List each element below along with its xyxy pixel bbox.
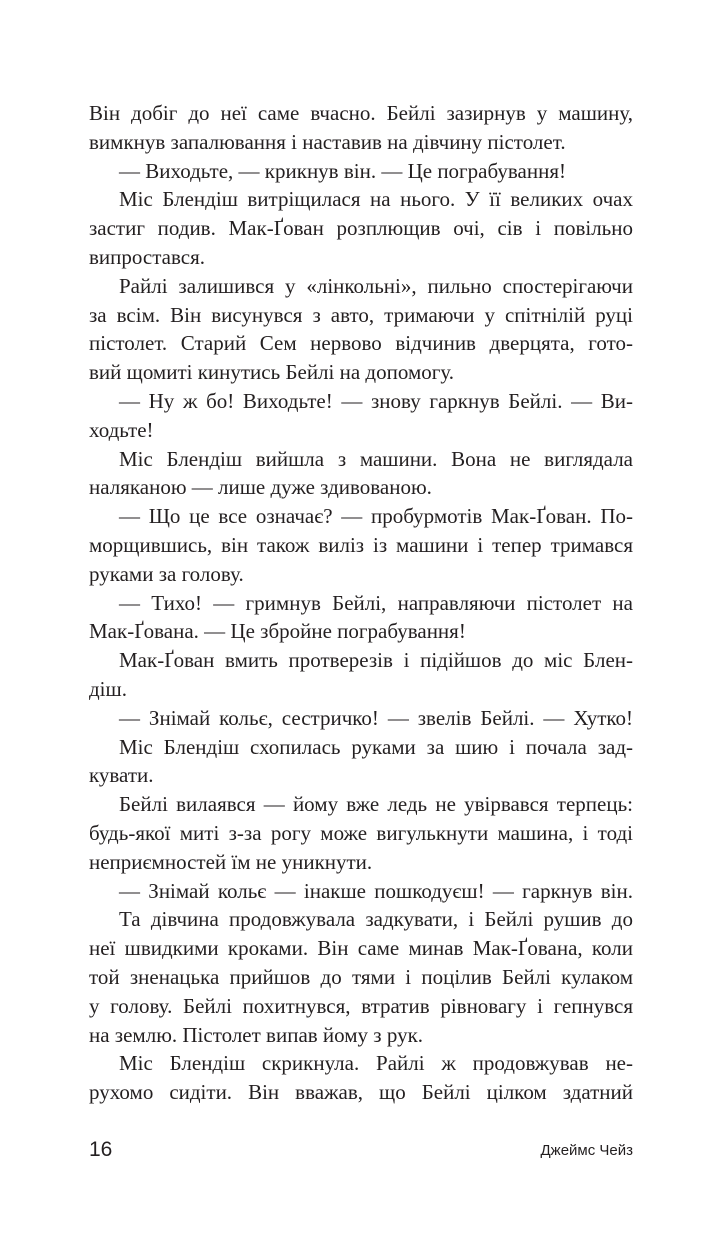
- text-line: Мак-Ґован вмить протверезів і підійшов до міс Блен-: [119, 648, 633, 673]
- text-line: Та дівчина продовжувала задкувати, і Бейлі рушив до: [119, 907, 633, 932]
- text-line: руками за голову.: [89, 561, 244, 586]
- text-line: — Тихо! — гримнув Бейлі, направляючи пістолет на: [119, 590, 633, 615]
- text-line: Бейлі вилаявся — йому вже ледь не увірвався терпець:: [119, 792, 633, 817]
- text-line: Міс Блендіш вийшла з машини. Вона не виглядала: [119, 446, 633, 471]
- text-line: діш.: [89, 676, 127, 701]
- page-number: 16: [89, 1138, 113, 1161]
- text-line: неприємностей їм не уникнути.: [89, 849, 373, 874]
- text-line: Міс Блендіш скрикнула. Райлі ж продовжував не-: [119, 1051, 633, 1076]
- text-line: морщившись, він також виліз із машини і тепер тримався: [89, 532, 633, 557]
- text-line: на землю. Пістолет випав йому з рук.: [89, 1022, 424, 1047]
- text-line: Він добіг до неї саме вчасно. Бейлі зазирнув у машину,: [89, 101, 633, 125]
- text-line: — Виходьте, — крикнув він. — Це пограбування!: [119, 158, 566, 183]
- text-line: у голову. Бейлі похитнувся, втратив рівновагу і гепнувся: [89, 993, 633, 1018]
- text-line: той зненацька прийшов до тями і поцілив Бейлі кулаком: [89, 964, 633, 989]
- text-line: рухомо сидіти. Він вважав, що Бейлі цілком здатний: [89, 1080, 633, 1105]
- text-line: застиг подив. Мак-Ґован розплющив очі, сів і повільно: [89, 216, 633, 241]
- text-line: за всім. Він висунувся з авто, тримаючи у спітнілій руці: [89, 302, 633, 327]
- text-line: — Знімай кольє — інакше пошкодуєш! — гаркнув він.: [119, 878, 633, 903]
- text-line: кувати.: [89, 763, 154, 788]
- text-line: випростався.: [89, 244, 206, 269]
- text-line: — Що це все означає? — пробурмотів Мак-Ґован. По-: [119, 504, 633, 529]
- text-line: Мак-Ґована. — Це збройне пограбування!: [89, 619, 466, 644]
- book-page-body: [89, 99, 633, 1107]
- text-line: Міс Блендіш витріщилася на нього. У її великих очах: [119, 187, 633, 212]
- running-footer-author: Джеймс Чейз: [540, 1142, 633, 1159]
- text-line: вий щомиті кинутись Бейлі на допомогу.: [89, 360, 455, 385]
- text-line: Райлі залишився у «лінкольні», пильно спостерігаючи: [119, 273, 633, 298]
- text-line: неї швидкими кроками. Він саме минав Мак-Ґована, коли: [89, 936, 633, 961]
- text-line: наляканою — лише дуже здивованою.: [89, 475, 432, 500]
- text-line: — Знімай кольє, сестричко! — звелів Бейлі. — Хутко!: [119, 705, 633, 730]
- text-line: будь-якої миті з-за рогу може вигулькнути машина, і тоді: [89, 820, 633, 845]
- text-line: Міс Блендіш схопилась руками за шию і почала зад-: [119, 734, 633, 759]
- text-line: пістолет. Старий Сем нервово відчинив дверцята, гото-: [89, 331, 633, 356]
- text-line: — Ну ж бо! Виходьте! — знову гаркнув Бейлі. — Ви-: [119, 388, 633, 413]
- text-line: вимкнув запалювання і наставив на дівчину пістолет.: [89, 129, 566, 154]
- page-footer: [89, 1138, 633, 1168]
- text-line: ходьте!: [89, 417, 154, 442]
